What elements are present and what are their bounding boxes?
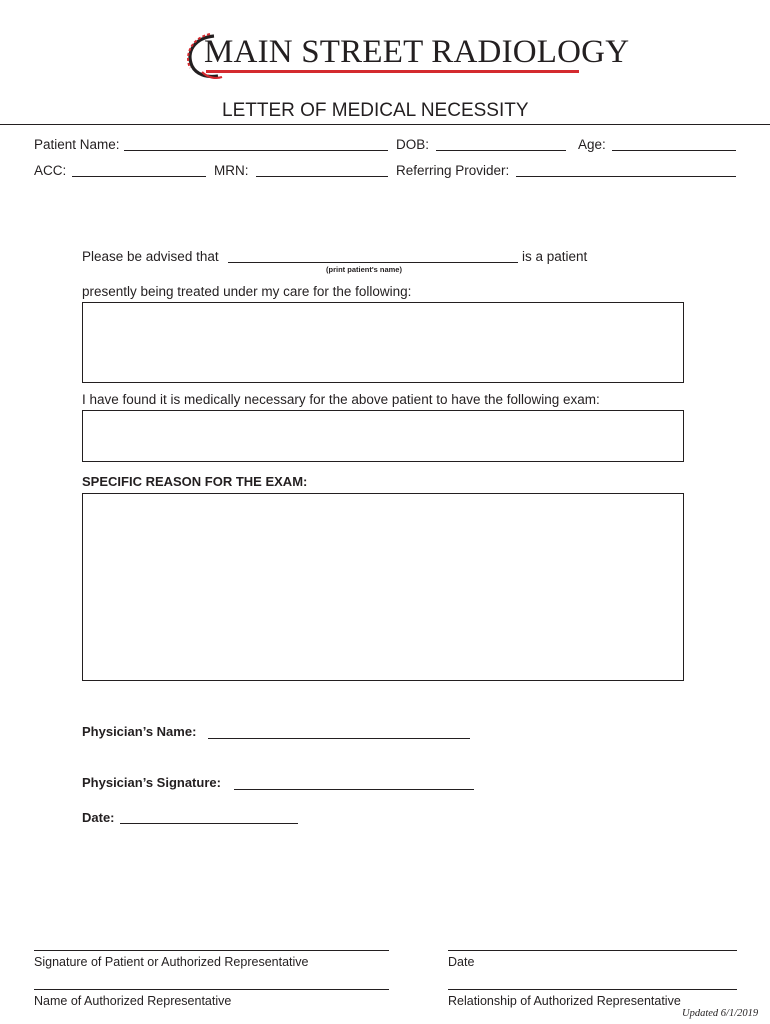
page-title: LETTER OF MEDICAL NECESSITY	[222, 100, 529, 121]
age-field[interactable]	[612, 150, 736, 151]
signature-date-field[interactable]	[448, 950, 737, 951]
patient-signature-label: Signature of Patient or Authorized Representative	[34, 955, 309, 969]
referring-provider-label: Referring Provider:	[396, 163, 510, 178]
necessity-text: I have found it is medically necessary for the above patient to have the following exam:	[82, 392, 600, 407]
print-name-hint: (print patient's name)	[326, 265, 402, 274]
condition-textbox[interactable]	[82, 302, 684, 383]
reason-textbox[interactable]	[82, 493, 684, 681]
mrn-label: MRN:	[214, 163, 249, 178]
mrn-field[interactable]	[256, 176, 388, 177]
advised-suffix: is a patient	[522, 249, 588, 264]
age-label: Age:	[578, 137, 606, 152]
physician-name-label: Physician’s Name:	[82, 724, 197, 739]
patient-name-field[interactable]	[124, 150, 388, 151]
acc-field[interactable]	[72, 176, 206, 177]
exam-textbox[interactable]	[82, 410, 684, 462]
reason-heading: SPECIFIC REASON FOR THE EXAM:	[82, 474, 308, 489]
physician-signature-label: Physician’s Signature:	[82, 775, 221, 790]
logo-text: MAIN STREET RADIOLOGY	[204, 34, 630, 70]
physician-date-field[interactable]	[120, 823, 298, 824]
logo	[184, 30, 630, 80]
rep-name-label: Name of Authorized Representative	[34, 994, 232, 1008]
physician-date-label: Date:	[82, 810, 115, 825]
patient-signature-field[interactable]	[34, 950, 389, 951]
title-divider	[0, 124, 770, 125]
physician-name-field[interactable]	[208, 738, 470, 739]
relationship-label: Relationship of Authorized Representative	[448, 994, 681, 1008]
referring-provider-field[interactable]	[516, 176, 736, 177]
patient-print-name-field[interactable]	[228, 262, 518, 263]
physician-signature-field[interactable]	[234, 789, 474, 790]
acc-label: ACC:	[34, 163, 67, 178]
advised-prefix: Please be advised that	[82, 249, 219, 264]
signature-date-label: Date	[448, 955, 475, 969]
relationship-field[interactable]	[448, 989, 737, 990]
dob-label: DOB:	[396, 137, 430, 152]
updated-date: Updated 6/1/2019	[682, 1008, 759, 1019]
logo-underline	[206, 70, 579, 73]
treated-text: presently being treated under my care for the following:	[82, 284, 412, 299]
rep-name-field[interactable]	[34, 989, 389, 990]
patient-name-label: Patient Name:	[34, 137, 120, 152]
dob-field[interactable]	[436, 150, 566, 151]
